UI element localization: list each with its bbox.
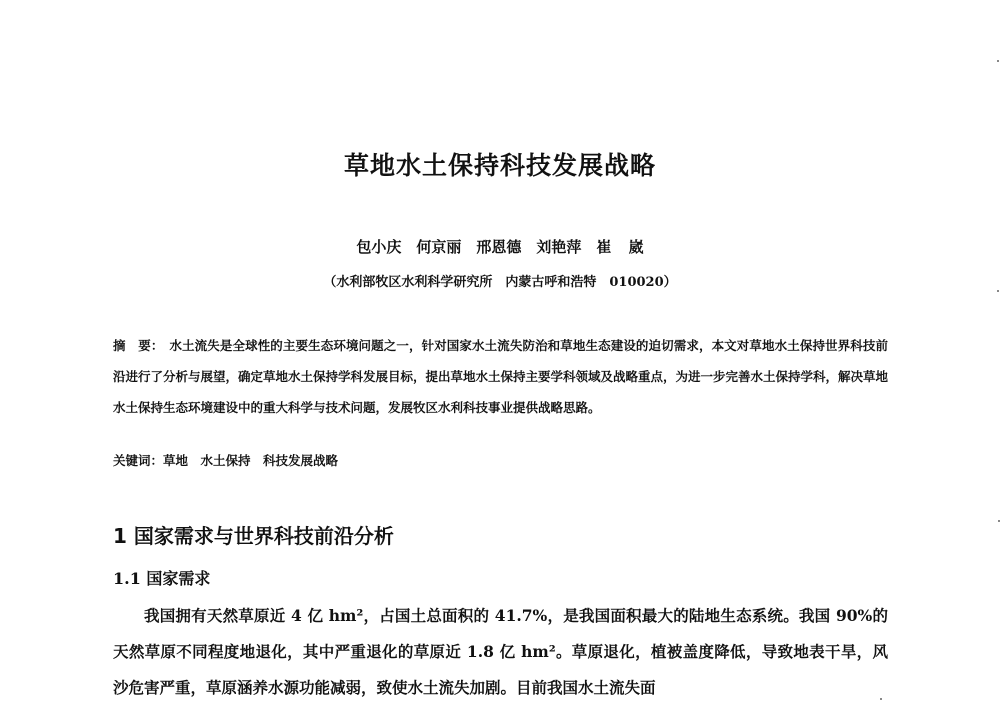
subsection-heading: 1.1 国家需求 <box>113 569 211 588</box>
author-list: 包小庆 何京丽 邢恩德 刘艳萍 崔 崴 <box>356 238 644 256</box>
body-paragraph: 我国拥有天然草原近 4 亿 hm²，占国土总面积的 41.7%，是我国面积最大的陆地生态系统。我国 90%的天然草原不同程度地退化，其中严重退化的草原近 1.8 亿 hm²。草原退化，植被盖度降低，导致地表干旱，风沙危害严重，草原涵养水源功能减弱，致使水土流失加剧。目前我国水土流失面 <box>113 606 888 697</box>
abstract-label: 摘 要： <box>113 338 164 353</box>
keywords-list: 草地 水土保持 科技发展战略 <box>163 453 339 468</box>
section-heading: 1 国家需求与世界科技前沿分析 <box>113 524 394 548</box>
paper-title: 草地水土保持科技发展战略 <box>343 151 656 180</box>
scan-speck <box>997 60 999 62</box>
scan-speck <box>880 698 882 700</box>
abstract-text: 水土流失是全球性的主要生态环境问题之一，针对国家水土流失防治和草地生态建设的迫切需求，本文对草地水土保持世界科技前沿进行了分析与展望，确定草地水土保持学科发展目标，提出草地水土保持主要学科领域及战略重点，为进一步完善水土保持学科，解决草地水土保持生态环境建设中的重大科学与技术问题，发展牧区水利科技事业提供战略思路。 <box>113 338 889 415</box>
scan-speck <box>997 290 999 292</box>
keywords-label: 关键词： <box>113 453 164 468</box>
author-affiliation: （水利部牧区水利科学研究所 内蒙古呼和浩特 010020） <box>323 275 677 290</box>
keywords <box>113 451 888 469</box>
abstract <box>113 330 888 423</box>
